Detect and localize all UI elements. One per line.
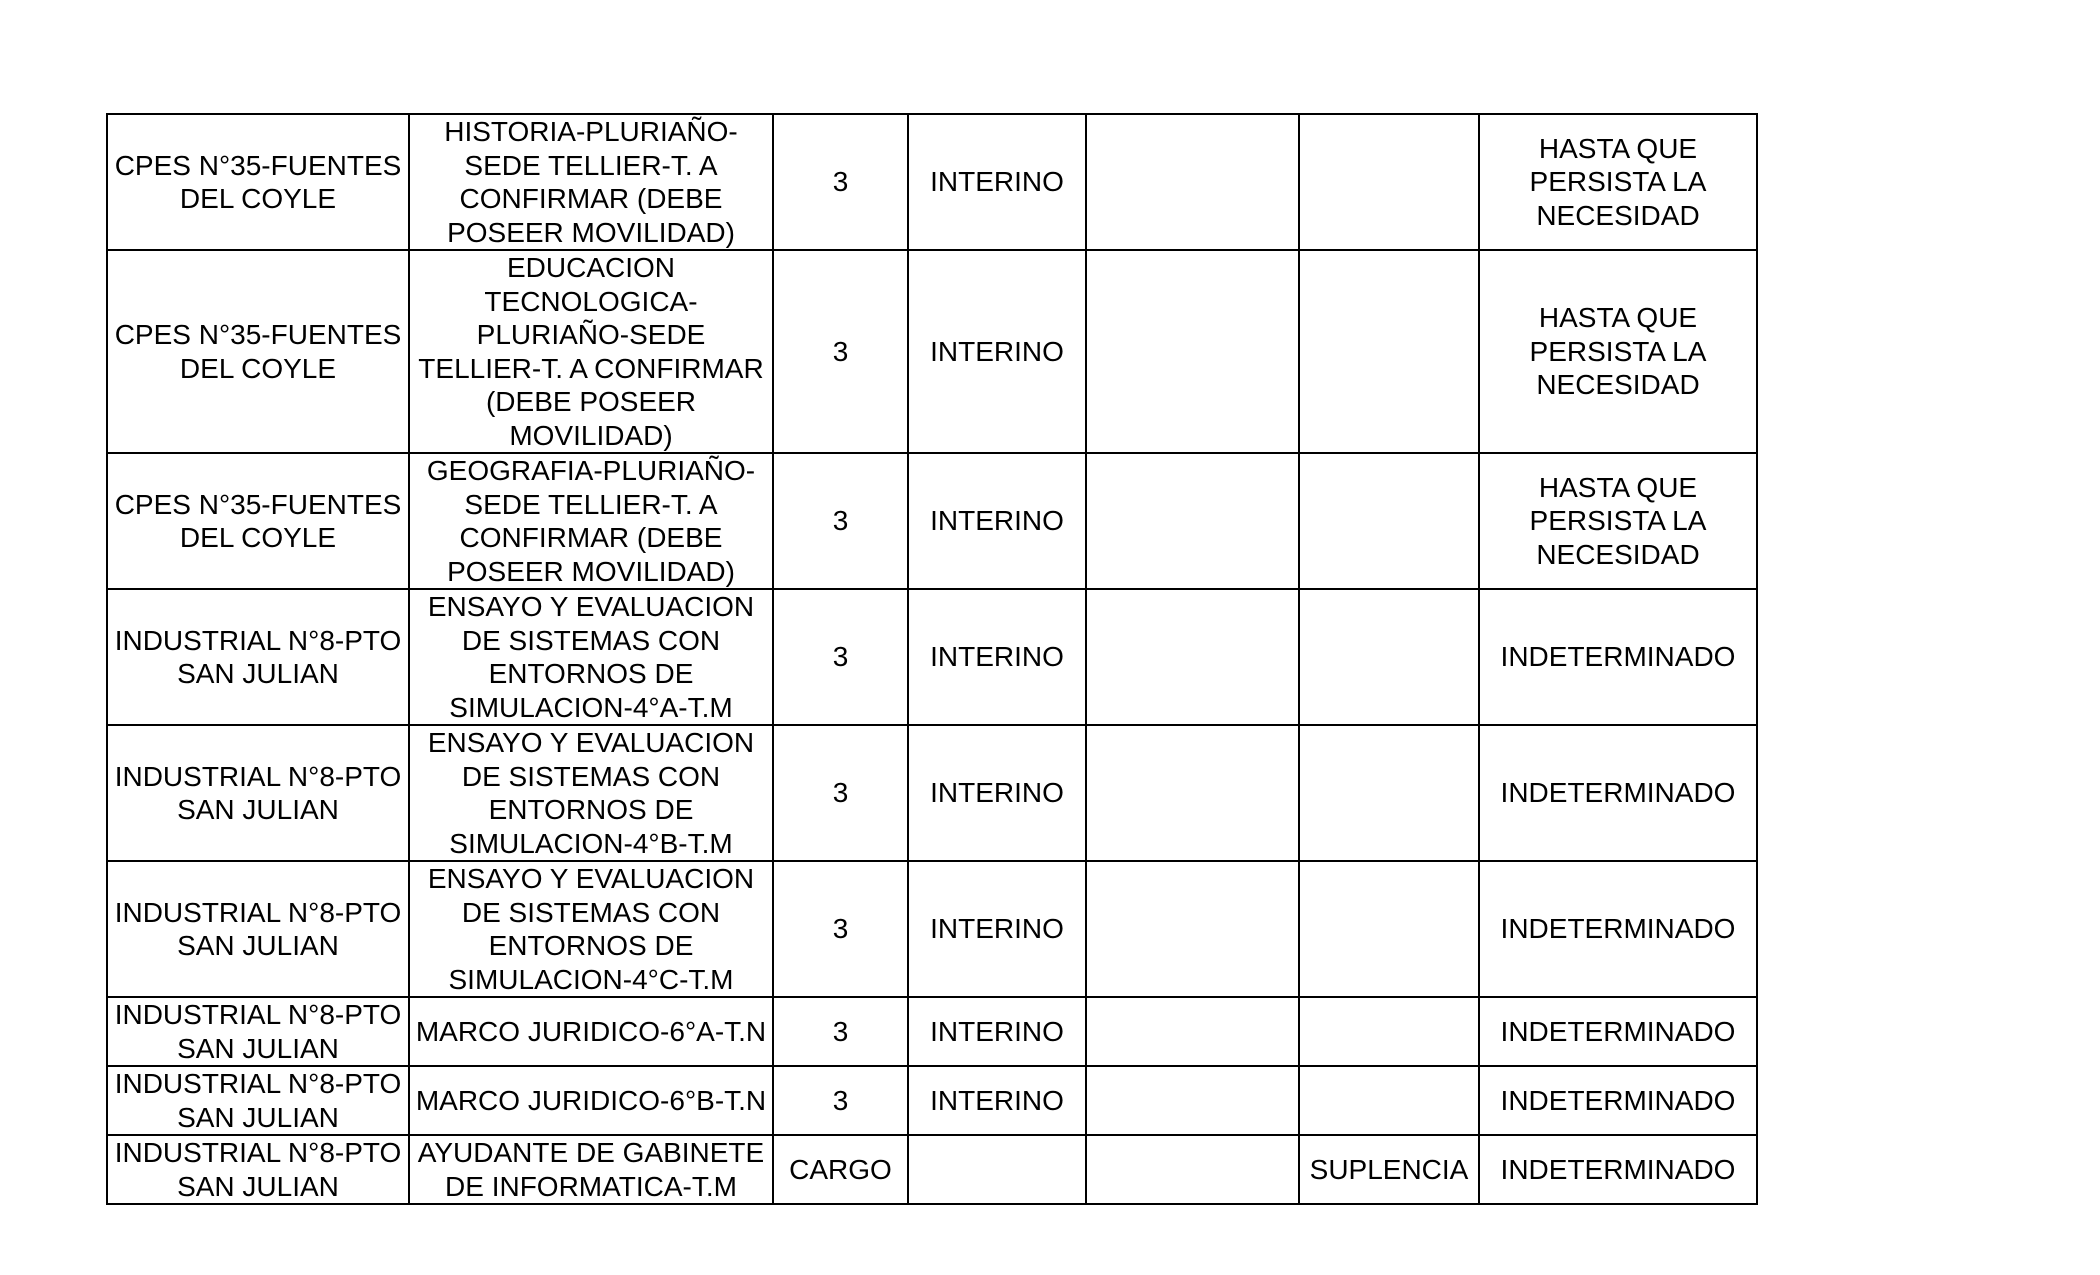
situation-cell: INTERINO bbox=[908, 725, 1086, 861]
table-row bbox=[107, 589, 1757, 725]
school-cell: INDUSTRIAL N°8-PTO SAN JULIAN bbox=[107, 725, 409, 861]
hours-cell: 3 bbox=[773, 725, 908, 861]
empty-cell-a bbox=[1086, 114, 1299, 250]
duration-cell: HASTA QUE PERSISTA LA NECESIDAD bbox=[1479, 250, 1757, 453]
table-row bbox=[107, 114, 1757, 250]
duration-cell: HASTA QUE PERSISTA LA NECESIDAD bbox=[1479, 114, 1757, 250]
school-cell: INDUSTRIAL N°8-PTO SAN JULIAN bbox=[107, 1135, 409, 1204]
school-cell: CPES N°35-FUENTES DEL COYLE bbox=[107, 250, 409, 453]
subject-cell: AYUDANTE DE GABINETE DE INFORMATICA-T.M bbox=[409, 1135, 773, 1204]
type-cell: SUPLENCIA bbox=[1299, 1135, 1479, 1204]
school-cell: INDUSTRIAL N°8-PTO SAN JULIAN bbox=[107, 861, 409, 997]
hours-cell: CARGO bbox=[773, 1135, 908, 1204]
duration-cell: INDETERMINADO bbox=[1479, 589, 1757, 725]
hours-cell: 3 bbox=[773, 453, 908, 589]
table-row bbox=[107, 997, 1757, 1066]
table-row bbox=[107, 250, 1757, 453]
table-row bbox=[107, 861, 1757, 997]
type-cell bbox=[1299, 861, 1479, 997]
subject-cell: HISTORIA-PLURIAÑO-SEDE TELLIER-T. A CONFIRMAR (DEBE POSEER MOVILIDAD) bbox=[409, 114, 773, 250]
duration-cell: INDETERMINADO bbox=[1479, 1135, 1757, 1204]
situation-cell: INTERINO bbox=[908, 589, 1086, 725]
hours-cell: 3 bbox=[773, 589, 908, 725]
hours-cell: 3 bbox=[773, 997, 908, 1066]
situation-cell bbox=[908, 1135, 1086, 1204]
type-cell bbox=[1299, 997, 1479, 1066]
empty-cell-a bbox=[1086, 997, 1299, 1066]
subject-cell: ENSAYO Y EVALUACION DE SISTEMAS CON ENTORNOS DE SIMULACION-4°B-T.M bbox=[409, 725, 773, 861]
school-cell: INDUSTRIAL N°8-PTO SAN JULIAN bbox=[107, 1066, 409, 1135]
empty-cell-a bbox=[1086, 1066, 1299, 1135]
type-cell bbox=[1299, 114, 1479, 250]
duration-cell: INDETERMINADO bbox=[1479, 1066, 1757, 1135]
empty-cell-a bbox=[1086, 725, 1299, 861]
subject-cell: MARCO JURIDICO-6°A-T.N bbox=[409, 997, 773, 1066]
subject-cell: MARCO JURIDICO-6°B-T.N bbox=[409, 1066, 773, 1135]
subject-cell: ENSAYO Y EVALUACION DE SISTEMAS CON ENTORNOS DE SIMULACION-4°C-T.M bbox=[409, 861, 773, 997]
duration-cell: HASTA QUE PERSISTA LA NECESIDAD bbox=[1479, 453, 1757, 589]
subject-cell: EDUCACION TECNOLOGICA-PLURIAÑO-SEDE TELLIER-T. A CONFIRMAR (DEBE POSEER MOVILIDAD) bbox=[409, 250, 773, 453]
table-row bbox=[107, 453, 1757, 589]
empty-cell-a bbox=[1086, 589, 1299, 725]
situation-cell: INTERINO bbox=[908, 114, 1086, 250]
duration-cell: INDETERMINADO bbox=[1479, 997, 1757, 1066]
type-cell bbox=[1299, 1066, 1479, 1135]
table-row bbox=[107, 1135, 1757, 1204]
type-cell bbox=[1299, 589, 1479, 725]
duration-cell: INDETERMINADO bbox=[1479, 861, 1757, 997]
table-body bbox=[107, 114, 1757, 1204]
type-cell bbox=[1299, 453, 1479, 589]
type-cell bbox=[1299, 725, 1479, 861]
situation-cell: INTERINO bbox=[908, 250, 1086, 453]
hours-cell: 3 bbox=[773, 250, 908, 453]
school-cell: INDUSTRIAL N°8-PTO SAN JULIAN bbox=[107, 589, 409, 725]
empty-cell-a bbox=[1086, 250, 1299, 453]
vacancy-table bbox=[106, 113, 1758, 1205]
situation-cell: INTERINO bbox=[908, 861, 1086, 997]
situation-cell: INTERINO bbox=[908, 453, 1086, 589]
school-cell: CPES N°35-FUENTES DEL COYLE bbox=[107, 114, 409, 250]
school-cell: INDUSTRIAL N°8-PTO SAN JULIAN bbox=[107, 997, 409, 1066]
empty-cell-a bbox=[1086, 861, 1299, 997]
situation-cell: INTERINO bbox=[908, 1066, 1086, 1135]
hours-cell: 3 bbox=[773, 114, 908, 250]
subject-cell: ENSAYO Y EVALUACION DE SISTEMAS CON ENTORNOS DE SIMULACION-4°A-T.M bbox=[409, 589, 773, 725]
subject-cell: GEOGRAFIA-PLURIAÑO-SEDE TELLIER-T. A CONFIRMAR (DEBE POSEER MOVILIDAD) bbox=[409, 453, 773, 589]
hours-cell: 3 bbox=[773, 861, 908, 997]
empty-cell-a bbox=[1086, 1135, 1299, 1204]
table-row bbox=[107, 725, 1757, 861]
duration-cell: INDETERMINADO bbox=[1479, 725, 1757, 861]
type-cell bbox=[1299, 250, 1479, 453]
empty-cell-a bbox=[1086, 453, 1299, 589]
table-row bbox=[107, 1066, 1757, 1135]
situation-cell: INTERINO bbox=[908, 997, 1086, 1066]
school-cell: CPES N°35-FUENTES DEL COYLE bbox=[107, 453, 409, 589]
hours-cell: 3 bbox=[773, 1066, 908, 1135]
